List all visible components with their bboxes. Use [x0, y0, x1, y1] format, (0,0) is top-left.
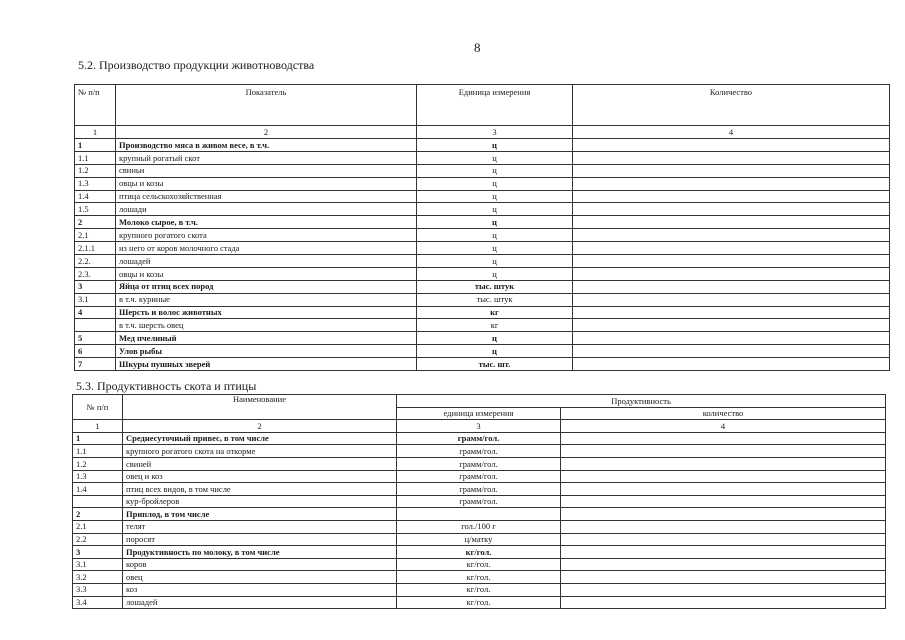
- table-row: [75, 216, 890, 229]
- livestock-production-table: [74, 84, 890, 371]
- row-unit: ц: [417, 177, 573, 190]
- table-row: [73, 445, 886, 458]
- row-unit: грамм/гол.: [397, 457, 561, 470]
- table-row: [75, 293, 890, 306]
- row-name: лошадей: [116, 255, 417, 268]
- row-number: 2.1.1: [75, 242, 116, 255]
- row-name: Улов рыбы: [116, 345, 417, 358]
- row-quantity: [573, 151, 890, 164]
- row-number: 3.4: [73, 596, 123, 609]
- row-unit: ц: [417, 164, 573, 177]
- row-name: Продуктивность по молоку, в том числе: [123, 546, 397, 559]
- row-quantity: [573, 255, 890, 268]
- page-number: 8: [474, 40, 481, 55]
- table-row: [75, 319, 890, 332]
- row-name: Яйца от птиц всех пород: [116, 280, 417, 293]
- row-quantity: [561, 470, 886, 483]
- table-row: [73, 495, 886, 508]
- row-number: 3.1: [75, 293, 116, 306]
- row-quantity: [561, 558, 886, 571]
- row-quantity: [573, 216, 890, 229]
- row-quantity: [573, 229, 890, 242]
- row-number: [73, 495, 123, 508]
- row-number: 3: [73, 546, 123, 559]
- table-row: [73, 583, 886, 596]
- row-name: телят: [123, 520, 397, 533]
- row-unit: кг/гол.: [397, 558, 561, 571]
- row-name: овцы и козы: [116, 267, 417, 280]
- header-name: Наименование: [123, 395, 397, 420]
- table-header-row: [75, 85, 890, 126]
- row-unit: грамм/гол.: [397, 445, 561, 458]
- subheader-quantity: количество: [561, 407, 886, 420]
- table-row: [73, 508, 886, 521]
- row-unit: ц: [417, 242, 573, 255]
- row-name: Производство мяса в живом весе, в т.ч.: [116, 139, 417, 152]
- row-number: 2.2: [73, 533, 123, 546]
- row-number: 3.1: [73, 558, 123, 571]
- row-name: крупный рогатый скот: [116, 151, 417, 164]
- row-number: 2: [73, 508, 123, 521]
- row-quantity: [573, 319, 890, 332]
- row-name: коз: [123, 583, 397, 596]
- row-quantity: [561, 571, 886, 584]
- section-title-productivity: 5.3. Продуктивность скота и птицы: [76, 379, 257, 393]
- row-unit: грамм/гол.: [397, 495, 561, 508]
- row-number: 4: [75, 306, 116, 319]
- row-quantity: [561, 483, 886, 496]
- table-row: [75, 203, 890, 216]
- header-productivity: Продуктивность: [397, 395, 886, 408]
- row-quantity: [561, 583, 886, 596]
- row-number: 1.3: [75, 177, 116, 190]
- row-unit: ц: [417, 190, 573, 203]
- row-quantity: [561, 596, 886, 609]
- row-unit: кг: [417, 306, 573, 319]
- row-quantity: [573, 164, 890, 177]
- row-unit: ц: [417, 229, 573, 242]
- row-name: в т.ч. куриные: [116, 293, 417, 306]
- row-unit: тыс. штук: [417, 280, 573, 293]
- row-unit: ц: [417, 267, 573, 280]
- row-unit: кг: [417, 319, 573, 332]
- column-number: 2: [123, 420, 397, 433]
- column-number: 4: [573, 126, 890, 139]
- row-number: 5: [75, 332, 116, 345]
- row-name: овец: [123, 571, 397, 584]
- row-name: в т.ч. шерсть овец: [116, 319, 417, 332]
- row-name: Среднесуточный привес, в том числе: [123, 432, 397, 445]
- row-unit: тыс. шт.: [417, 358, 573, 371]
- row-number: 1.4: [75, 190, 116, 203]
- row-unit: ц: [417, 203, 573, 216]
- table-row: [75, 177, 890, 190]
- row-quantity: [561, 432, 886, 445]
- table-row: [73, 558, 886, 571]
- table-row: [75, 151, 890, 164]
- row-name: Шкуры пушных зверей: [116, 358, 417, 371]
- table-row: [73, 546, 886, 559]
- row-quantity: [561, 445, 886, 458]
- header-number: № п/п: [73, 395, 123, 420]
- row-unit: грамм/гол.: [397, 483, 561, 496]
- row-unit: ц: [417, 151, 573, 164]
- table-row: [75, 267, 890, 280]
- header-unit: Единица измерения: [417, 85, 573, 126]
- row-quantity: [561, 520, 886, 533]
- row-unit: гол./100 г: [397, 520, 561, 533]
- table-row: [73, 470, 886, 483]
- row-number: 2: [75, 216, 116, 229]
- row-unit: кг/гол.: [397, 596, 561, 609]
- table-row: [75, 306, 890, 319]
- row-number: 6: [75, 345, 116, 358]
- row-quantity: [573, 267, 890, 280]
- row-quantity: [561, 546, 886, 559]
- row-quantity: [573, 345, 890, 358]
- row-unit: кг/гол.: [397, 546, 561, 559]
- row-quantity: [573, 242, 890, 255]
- column-number: 3: [397, 420, 561, 433]
- row-number: 2.3.: [75, 267, 116, 280]
- row-name: овец и коз: [123, 470, 397, 483]
- row-number: 1.2: [73, 457, 123, 470]
- row-name: свиней: [123, 457, 397, 470]
- header-quantity: Количество: [573, 85, 890, 126]
- row-number: 1.5: [75, 203, 116, 216]
- header-number: № п/п: [75, 85, 116, 126]
- row-unit: грамм/гол.: [397, 470, 561, 483]
- subheader-unit: единица измерения: [397, 407, 561, 420]
- table-row: [75, 139, 890, 152]
- row-unit: ц: [417, 345, 573, 358]
- row-number: 3.3: [73, 583, 123, 596]
- row-quantity: [573, 306, 890, 319]
- row-unit: ц: [417, 332, 573, 345]
- column-number: 3: [417, 126, 573, 139]
- row-name: лошади: [116, 203, 417, 216]
- column-number-row: [73, 420, 886, 433]
- row-quantity: [573, 280, 890, 293]
- column-number: 4: [561, 420, 886, 433]
- row-quantity: [573, 203, 890, 216]
- row-unit: тыс. штук: [417, 293, 573, 306]
- row-name: лошадей: [123, 596, 397, 609]
- row-name: крупного рогатого скота на откорме: [123, 445, 397, 458]
- table-row: [75, 332, 890, 345]
- row-unit: [397, 508, 561, 521]
- section-title-production: 5.2. Производство продукции животноводства: [78, 58, 315, 72]
- row-name: из него от коров молочного стада: [116, 242, 417, 255]
- row-quantity: [573, 332, 890, 345]
- header-indicator: Показатель: [116, 85, 417, 126]
- row-quantity: [573, 139, 890, 152]
- table-row: [75, 242, 890, 255]
- row-name: птиц всех видов, в том числе: [123, 483, 397, 496]
- row-name: Молоко сырое, в т.ч.: [116, 216, 417, 229]
- column-number: 1: [73, 420, 123, 433]
- table-row: [75, 255, 890, 268]
- table-row: [75, 190, 890, 203]
- row-number: 1.3: [73, 470, 123, 483]
- row-name: коров: [123, 558, 397, 571]
- table-row: [73, 483, 886, 496]
- row-number: 1.2: [75, 164, 116, 177]
- table-row: [75, 280, 890, 293]
- row-number: 2.1: [75, 229, 116, 242]
- row-quantity: [573, 293, 890, 306]
- productivity-table: [72, 394, 886, 609]
- row-number: 1: [73, 432, 123, 445]
- row-number: 2.1: [73, 520, 123, 533]
- row-name: поросят: [123, 533, 397, 546]
- row-unit: кг/гол.: [397, 583, 561, 596]
- row-unit: кг/гол.: [397, 571, 561, 584]
- table-row: [75, 345, 890, 358]
- row-name: Шерсть и волос животных: [116, 306, 417, 319]
- row-number: 1.4: [73, 483, 123, 496]
- row-name: овцы и козы: [116, 177, 417, 190]
- row-unit: грамм/гол.: [397, 432, 561, 445]
- row-unit: ц: [417, 216, 573, 229]
- row-quantity: [573, 177, 890, 190]
- row-quantity: [561, 495, 886, 508]
- column-number: 2: [116, 126, 417, 139]
- table-row: [73, 533, 886, 546]
- row-quantity: [573, 190, 890, 203]
- row-number: 7: [75, 358, 116, 371]
- row-number: 1.1: [75, 151, 116, 164]
- row-number: 3.2: [73, 571, 123, 584]
- column-number: 1: [75, 126, 116, 139]
- table-header-row: [73, 395, 886, 408]
- row-name: птица сельскохозяйственная: [116, 190, 417, 203]
- table-row: [73, 432, 886, 445]
- row-quantity: [573, 358, 890, 371]
- row-number: 2.2.: [75, 255, 116, 268]
- row-quantity: [561, 457, 886, 470]
- row-quantity: [561, 533, 886, 546]
- row-unit: ц: [417, 255, 573, 268]
- row-name: крупного рогатого скота: [116, 229, 417, 242]
- table-row: [73, 520, 886, 533]
- row-number: 1: [75, 139, 116, 152]
- row-name: кур-бройлеров: [123, 495, 397, 508]
- row-quantity: [561, 508, 886, 521]
- table-row: [73, 571, 886, 584]
- column-number-row: [75, 126, 890, 139]
- row-name: свиньи: [116, 164, 417, 177]
- row-name: Приплод, в том числе: [123, 508, 397, 521]
- table-row: [75, 164, 890, 177]
- table-row: [73, 457, 886, 470]
- row-number: 3: [75, 280, 116, 293]
- row-name: Мед пчелиный: [116, 332, 417, 345]
- table-row: [75, 358, 890, 371]
- row-unit: ц: [417, 139, 573, 152]
- row-unit: ц/матку: [397, 533, 561, 546]
- row-number: 1.1: [73, 445, 123, 458]
- row-number: [75, 319, 116, 332]
- table-row: [73, 596, 886, 609]
- table-row: [75, 229, 890, 242]
